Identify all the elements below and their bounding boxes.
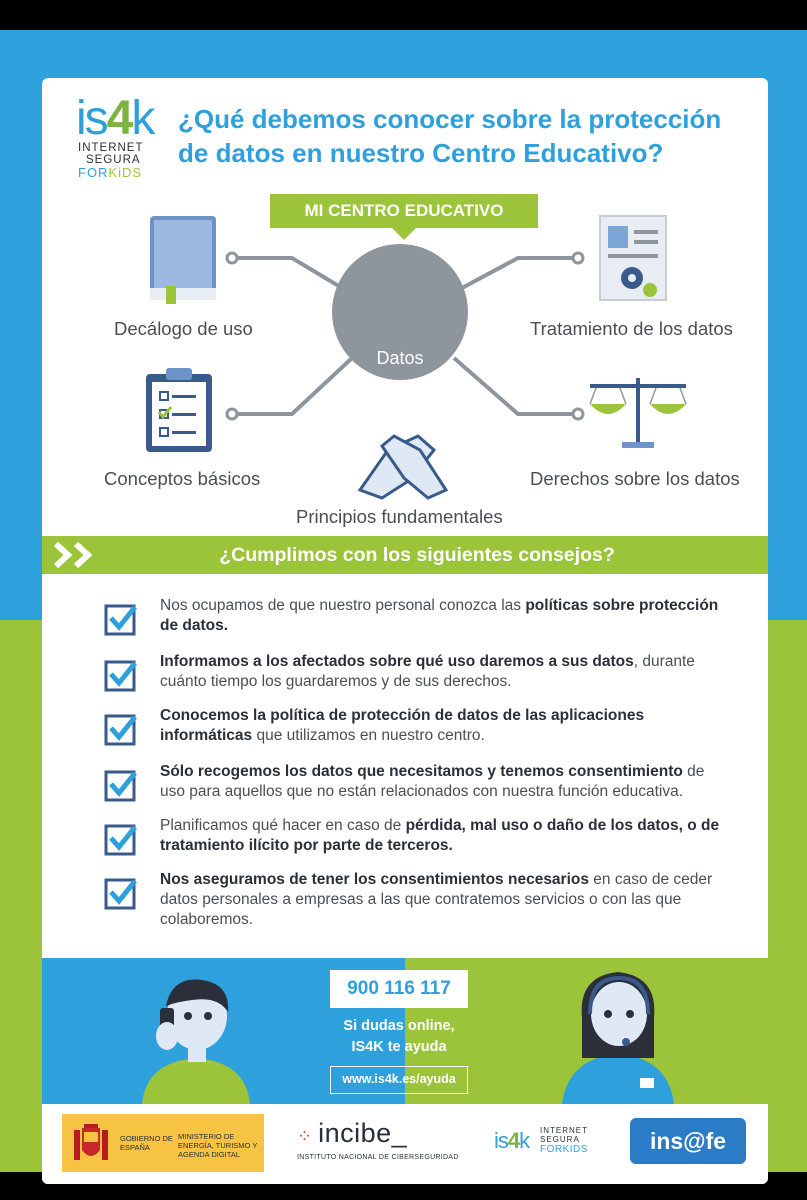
checkbox-checked-icon [104,602,138,636]
page-title: ¿Qué debemos conocer sobre la protección de datos en nuestro Centro Educativo? [178,104,722,168]
is4k-small-logo: is4k INTERNET SEGURA FORKIDS [494,1126,604,1166]
help-band [42,958,768,1104]
logo-line-2: SEGURA [86,154,141,166]
incibe-name: incibe_ [318,1118,408,1148]
logo-brand: is4k [76,92,154,145]
help-text: Si dudas online, IS4K te ayuda [343,1018,455,1055]
checkbox-checked-icon [104,876,138,910]
handshake-icon [360,436,446,498]
checkbox-checked-icon [104,822,138,856]
help-box [330,970,468,1094]
incibe-subtitle: INSTITUTO NACIONAL DE CIBERSEGURIDAD [297,1154,459,1161]
is4k-small-text: INTERNET SEGURA [540,1126,588,1144]
boy-phone-illustration [142,980,250,1104]
node-label-principios: Principios fundamentales [296,506,503,527]
checklist-text: Informamos a los afectados sobre qué uso daremos a sus datos, durante cuánto tiempo los guardaremos y de sus derechos. [160,653,695,690]
checkbox-checked-icon [104,712,138,746]
checklist-text: Sólo recogemos los datos que necesitamos y tenemos consentimiento de uso para aquellos que no están relacionados con nuestra función educativa. [160,763,705,800]
operator-headset-illustration [562,972,674,1104]
help-url-link[interactable]: www.is4k.es/ayuda [330,1066,468,1094]
node-label-derechos: Derechos sobre los datos [530,468,740,489]
logo-line-3: FORKiDS [78,165,143,180]
gobierno-text: GOBIERNO DE ESPAÑA [120,1134,173,1152]
checkbox-checked-icon [104,768,138,802]
checklist-text: Nos ocupamos de que nuestro personal conozca las políticas sobre protección de datos. [160,597,719,634]
footer-logos [42,1104,768,1184]
help-phone-number[interactable]: 900 116 117 [330,970,468,1008]
incibe-logo: ⁘ incibe_ INSTITUTO NACIONAL DE CIBERSEGURIDAD [297,1118,477,1161]
node-label-decalogo: Decálogo de uso [114,318,253,339]
scales-icon [590,378,686,448]
connector-tratamiento [462,258,578,288]
center-diagram [42,188,768,528]
node-label-conceptos: Conceptos básicos [104,468,261,489]
clipboard-checklist-icon [146,368,212,452]
checklist-text: Planificamos qué hacer en caso de pérdida, mal uso o daño de los datos, o de tratamiento ilícito por parte de terceros. [160,817,720,854]
section-banner [42,536,768,574]
gobierno-logo [62,1114,264,1172]
checklist-text: Nos aseguramos de tener los consentimientos necesarios en caso de ceder datos personales a empresas a las que contratemos servicios o con las que colaboremos. [160,871,713,928]
is4k-logo [76,92,166,180]
connector-derechos [454,358,578,414]
book-icon [150,216,216,304]
ministerio-text: MINISTERIO DE ENERGÍA, TURISMO Y AGENDA DIGITAL [178,1132,258,1159]
connector-decalogo [232,258,342,288]
checklist-text: Conocemos la política de protección de datos de las aplicaciones informáticas que utilizamos en nuestro centro. [160,707,645,744]
logo-line-1: INTERNET [78,142,144,154]
node-label-tratamiento: Tratamiento de los datos [530,318,733,339]
checkbox-checked-icon [104,658,138,692]
infographic-card [42,78,768,1184]
center-banner: MI CENTRO EDUCATIVO [270,194,538,228]
center-label: Datos [376,348,424,368]
coat-of-arms-icon [70,1124,112,1164]
section-title: ¿Cumplimos con los siguientes consejos? [219,544,615,566]
document-gears-icon [600,216,666,300]
is4k-small-for: FORKIDS [540,1144,588,1155]
insafe-logo: ins@fe [630,1118,746,1164]
